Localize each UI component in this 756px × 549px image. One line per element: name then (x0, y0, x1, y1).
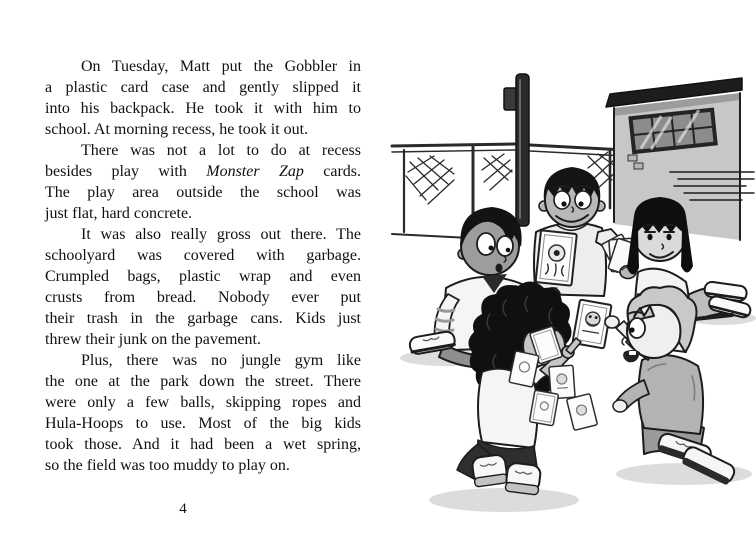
story-line: schoolyard was covered with garbage. (45, 247, 361, 264)
story-line: crusts from bread. Nobody ever put (45, 289, 361, 306)
paragraph (45, 56, 361, 140)
story-line: into his backpack. He took it with him to (45, 100, 361, 117)
story-line: Hula-Hoops to use. Most of the big kids (45, 415, 361, 432)
story-text (45, 56, 361, 476)
paragraph (45, 224, 361, 350)
schoolyard-illustration (386, 4, 756, 544)
paragraph (45, 140, 361, 224)
story-line: It was also really gross out there. The (81, 226, 361, 243)
story-line: were only a few balls, skipping ropes and (45, 394, 361, 411)
page-number: 4 (179, 501, 187, 517)
story-line: a plastic card case and gently slipped it (45, 79, 361, 96)
story-line: Crumpled bags, plastic wrap and even (45, 268, 361, 285)
story-line: took those. And it had been a wet spring, (45, 436, 361, 453)
story-line: school. At morning recess, he took it out. (45, 121, 309, 138)
story-line: so the field was too muddy to play on. (45, 457, 290, 474)
story-line: besides play with Monster Zap cards. (45, 163, 361, 180)
story-line: threw their junk on the pavement. (45, 331, 261, 348)
story-line: Plus, there was no jungle gym like (81, 352, 361, 369)
story-line: The play area outside the school was (45, 184, 361, 201)
story-line: their trash in the garbage cans. Kids just (45, 310, 361, 327)
illustration (386, 4, 756, 544)
story-line: There was not a lot to do at recess (81, 142, 361, 159)
story-line: just flat, hard concrete. (45, 205, 193, 222)
story-line: the one at the park down the street. There (45, 373, 361, 390)
paragraph (45, 350, 361, 476)
story-line: On Tuesday, Matt put the Gobbler in (81, 58, 361, 75)
